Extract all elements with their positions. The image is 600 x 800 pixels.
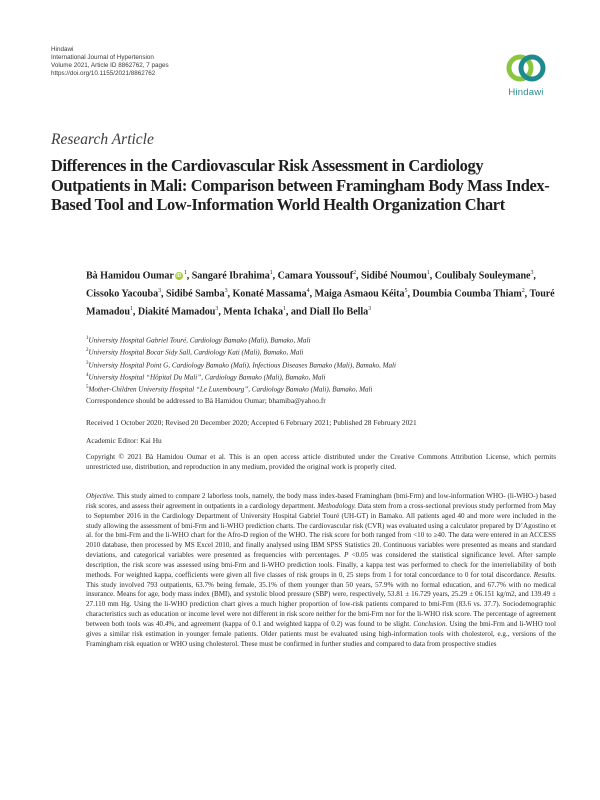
author-affiliation-number: 2 <box>521 287 525 294</box>
abstract-label-results: Results. <box>533 570 556 579</box>
abstract-objective: This study aimed to compare 2 laborless tools, namely, the body mass index-based Framingham (bmi-Frm) and low-information WHO- (li-WHO-) based risk scores, and assess their agreement in outpatients in a cardiology department. <box>86 492 556 510</box>
author-name: Touré Mamadou <box>86 288 555 318</box>
author-affiliation-number: 1 <box>129 305 133 312</box>
affiliation-text: Mother-Children University Hospital “Le Luxembourg”, Cardiology Bamako (Mali), Bamako, Mali <box>88 385 373 394</box>
author-affiliation-number: 3 <box>530 270 534 276</box>
author-affiliation-number: 1 <box>183 270 187 276</box>
author-name: Camara Youssouf <box>277 270 354 282</box>
author-name: Diakité Mamadou <box>137 306 216 318</box>
affiliation-item <box>86 346 556 358</box>
author-name: Konaté Massama <box>232 288 307 300</box>
affiliation-number: 4 <box>86 372 89 378</box>
volume-info: Volume 2021, Article ID 8862762, 7 pages <box>51 62 169 69</box>
article-type: Research Article <box>51 131 154 148</box>
author-name: Bà Hamidou Oumar <box>86 270 174 282</box>
affiliation-number: 1 <box>86 336 89 341</box>
affiliation-text: University Hospital “Hôpital Du Mali”, Cardiology Bamako (Mali), Bamako, Mali <box>88 373 326 382</box>
affiliation-text: University Hospital Point G, Cardiology Bamako (Mali), Infectious Diseases Bamako (Mali), Bamako, Mali <box>88 360 396 369</box>
publisher-name: Hindawi <box>51 46 74 53</box>
author-affiliation-number: 1 <box>426 270 430 276</box>
affiliation-item <box>86 359 556 371</box>
abstract <box>86 492 556 650</box>
author-affiliation-number: 1 <box>269 270 273 276</box>
abstract-conclusion: Using the bmi-Frm and li-WHO tool gives a similar risk estimation in younger female patients. Older patients must be evaluated using high-information tools with cholesterol, e.g., versions of the Framingham risk equation or WHO using cholesterol. These must be confirmed in further studies and compared to data from prospective studies <box>86 619 556 648</box>
author-affiliation-number: 5 <box>404 287 408 294</box>
author-name: Sangaré Ibrahima <box>191 270 270 282</box>
affiliation-item <box>86 383 556 395</box>
affiliation-text: University Hospital Bocar Sidy Sall, Cardiology Kati (Mali), Bamako, Mali <box>88 348 304 357</box>
author-affiliation-number: 3 <box>224 287 228 294</box>
doi-link[interactable]: https://doi.org/10.1155/2021/8862762 <box>51 70 156 77</box>
abstract-label-conclusion: Conclusion. <box>413 619 448 628</box>
author-name: Menta Ichaka <box>223 306 283 318</box>
hindawi-logo-icon <box>506 50 546 86</box>
author-affiliation-number: 3 <box>368 305 372 312</box>
publication-dates: Received 1 October 2020; Revised 20 December 2020; Accepted 6 February 2021; Published 28 February 2021 <box>86 418 417 427</box>
affiliation-number: 5 <box>86 385 89 391</box>
affiliation-number: 3 <box>86 360 89 366</box>
author-name: Diall Ilo Bella <box>309 306 369 318</box>
abstract-methodology: Data stem from a cross-sectional previous study performed from May to September 2016 in the Cardiology Department of University Hospital Gabriel Touré (UH-GT) in Bamako. All patients aged 40 and more were included in the study allowing the assessment of bmi-Frm and li-WHO prediction charts. The cardiovascular risk (CVR) was evaluated using a calculator prepared by D’Agostino et al. for the bmi-Frm and the li-WHO chart for the Afro-D region of the WHO. The risk score for both ranged from <10 to ≥40. The data were entered in an ACCESS 2010 database, then processed by MS Excel 2010, and finally analysed using IBM SPSS Statistics 20. Continuous variables were presented as means and standard deviations, and categorical variables were presented as frequencies with percentages. <box>86 501 556 560</box>
author-list: Bà Hamidou Oumar $iD^1$, Sangaré Ibrahima$^1$, Camara Youssouf$^2$, Sidibé Noumou$^1$, Coulibaly Souleymane$^3$, Cissoko Yacouba$^3$, Sidibé Samba$^3$, Konaté Massama$^4$, Maiga Asmaou Kéita$^5$, Doumbia Coumba Thiam$^2$, Touré Mamadou$^1$, Diakité Mamadou$^3$, Menta Ichaka$^1$, and Diall Ilo Bella$^3$ <box>86 270 555 318</box>
affiliation-list <box>86 334 556 395</box>
author-name: Coulibaly Souleymane <box>434 270 531 282</box>
author-name: Sidibé Samba <box>165 288 225 300</box>
author-affiliation-number: 4 <box>306 287 310 294</box>
author-affiliation-number: 3 <box>158 287 162 294</box>
hindawi-logo <box>496 50 556 106</box>
author-name: Sidibé Noumou <box>360 270 427 282</box>
abstract-p-text: <0.05 was considered the statistical significance level. After sample description, the risk score was assessed using bmi-Frm and li-WHO prediction tools. Finally, a kappa test was performed to check for the interreliability of both methods. For weighted kappa, coefficients were given all five classes of risk groups in 0, 25 steps from 1 for total concordance to 0 for total discordance. <box>86 551 556 579</box>
abstract-p-symbol: P <box>344 551 349 560</box>
author-affiliation-number: 1 <box>282 305 286 312</box>
author-name: Doumbia Coumba Thiam <box>412 288 522 300</box>
journal-name: International Journal of Hypertension <box>51 54 154 61</box>
author-name: Cissoko Yacouba <box>86 288 159 300</box>
copyright-notice: Copyright © 2021 Bà Hamidou Oumar et al. This is an open access article distributed under the Creative Commons Attribution License, which permits unrestricted use, distribution, and reproduction in any medium, provided the original work is properly cited. <box>86 453 556 471</box>
affiliation-text: University Hospital Gabriel Touré, Cardiology Bamako (Mali), Bamako, Mali <box>88 336 311 345</box>
article-title: Differences in the Cardiovascular Risk Assessment in Cardiology Outpatients in Mali: Comparison between Framingham Body Mass Index-Based Tool and Low-Information World Health Organization Chart <box>51 156 550 214</box>
affiliation-number: 2 <box>86 348 89 354</box>
journal-header <box>51 46 169 78</box>
author-affiliation-number: 3 <box>215 305 219 312</box>
abstract-label-objective: Objective. <box>86 492 115 500</box>
correspondence: Correspondence should be addressed to Bà Hamidou Oumar; bhamiba@yahoo.fr <box>86 396 326 405</box>
logo-wordmark: Hindawi <box>508 87 544 98</box>
affiliation-item <box>86 371 556 383</box>
affiliation-item <box>86 334 556 346</box>
orcid-icon[interactable]: iD <box>176 273 182 280</box>
abstract-label-methodology: Methodology. <box>317 501 356 510</box>
academic-editor: Academic Editor: Kai Hu <box>86 436 162 445</box>
abstract-results: This study involved 793 outpatients, 63.7% being female, 35.1% of them younger than 50 years, 57.9% with no formal education, and 67.7% with no medical insurance. Means for age, body mass index (BMI), and systolic blood pressure (SBP) were, respectively, 53.81 ± 16.729 years, 25.29 ± 06.151 kg/m2, and 139.49 ± 27.110 mm Hg. Using the li-WHO prediction chart gives a much higher proportion of low-risk patients compared to bmi-Frm (83.6 vs. 37.7). Sociodemographic characteristics such as education or income level were not different in risk score neither for the bmi-Frm nor for the li-WHO risk score. The percentage of agreement between both tools was 40.4%, and agreement (kappa of 0.1 and weighted kappa of 0.2) was found to be slight. <box>86 580 556 628</box>
author-affiliation-number: 2 <box>353 270 357 276</box>
author-name: Maiga Asmaou Kéita <box>314 288 405 300</box>
